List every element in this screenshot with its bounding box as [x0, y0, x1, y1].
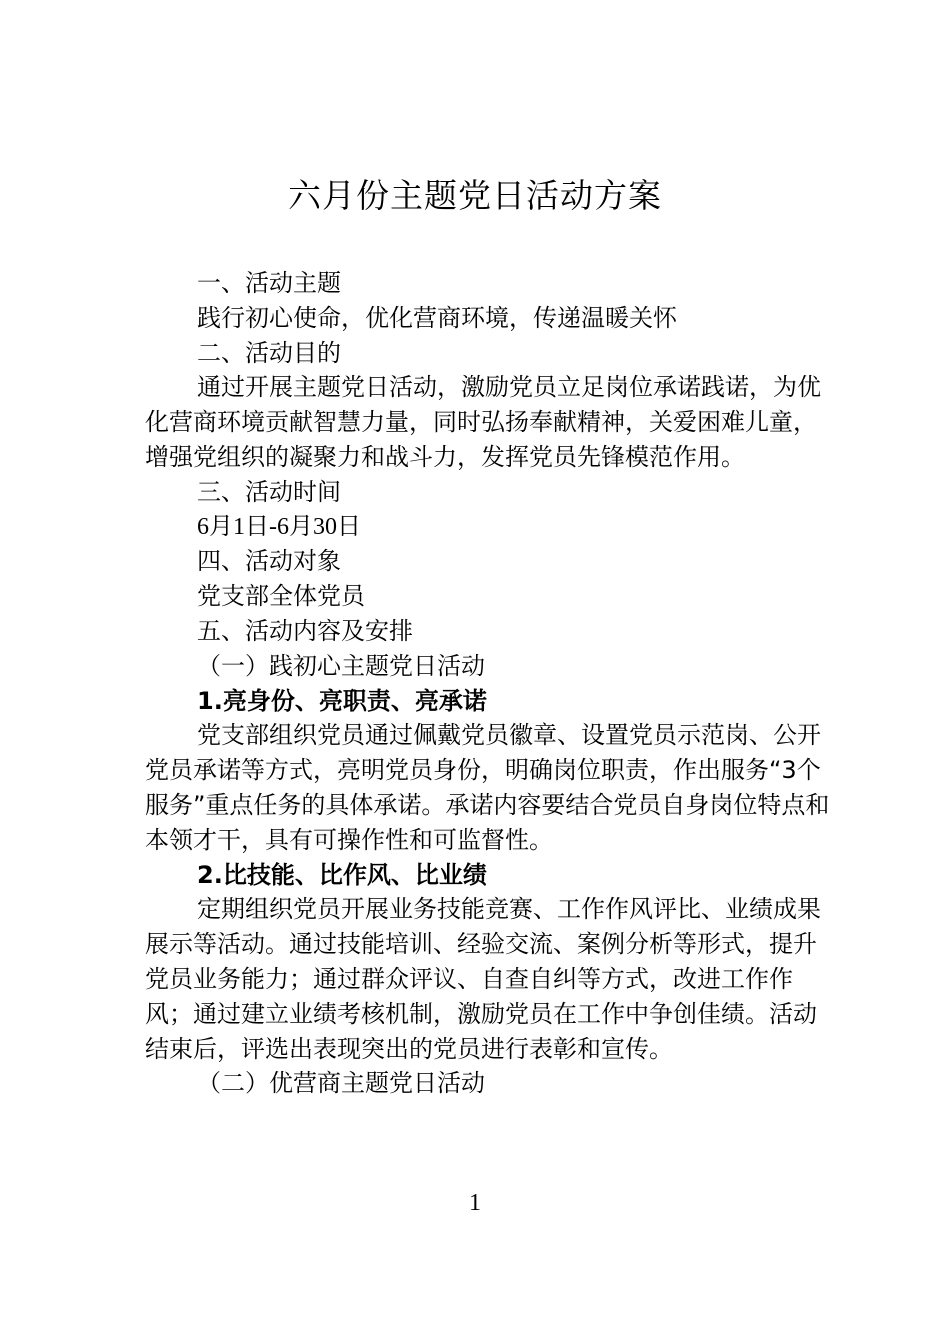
- theme-text: 践行初心使命，优化营商环境，传递温暖关怀: [197, 303, 677, 332]
- section-heading-content: 五、活动内容及安排: [197, 616, 413, 645]
- document-title: 六月份主题党日活动方案: [288, 176, 662, 215]
- page-number: 1: [469, 1190, 481, 1216]
- item-heading-1: 1.亮身份、亮职责、亮承诺: [197, 686, 487, 715]
- section-heading-theme: 一、活动主题: [197, 269, 341, 297]
- subsection-heading-2: （二）优营商主题党日活动: [197, 1069, 485, 1098]
- document-body: [145, 266, 835, 1101]
- purpose-paragraph: 通过开展主题党日活动，激励党员立足岗位承诺践诺，为优化营商环境贡献智慧力量，同时弘扬奉献精神，关爱困难儿童，增强党组织的凝聚力和战斗力，发挥党员先锋模范作用。: [145, 373, 821, 471]
- section-heading-time: 三、活动时间: [197, 477, 341, 506]
- time-text: 6月1日-6月30日: [197, 513, 361, 540]
- item-paragraph-1: 党支部组织党员通过佩戴党员徽章、设置党员示范岗、公开党员承诺等方式，亮明党员身份，明确岗位职责，作出服务“3个服务”重点任务的具体承诺。承诺内容要结合党员自身岗位特点和本领才干，具有可操作性和可监督性。: [145, 721, 830, 854]
- target-text: 党支部全体党员: [197, 582, 365, 611]
- item-paragraph-2: 定期组织党员开展业务技能竞赛、工作作风评比、业绩成果展示等活动。通过技能培训、经验交流、案例分析等形式，提升党员业务能力；通过群众评议、自查自纠等方式，改进工作作风；通过建立业绩考核机制，激励党员在工作中争创佳绩。活动结束后，评选出表现突出的党员进行表彰和宣传。: [145, 895, 821, 1063]
- section-heading-purpose: 二、活动目的: [197, 338, 341, 367]
- item-heading-2: 2.比技能、比作风、比业绩: [197, 860, 487, 889]
- section-heading-target: 四、活动对象: [197, 547, 341, 576]
- subsection-heading-1: （一）践初心主题党日活动: [197, 651, 485, 680]
